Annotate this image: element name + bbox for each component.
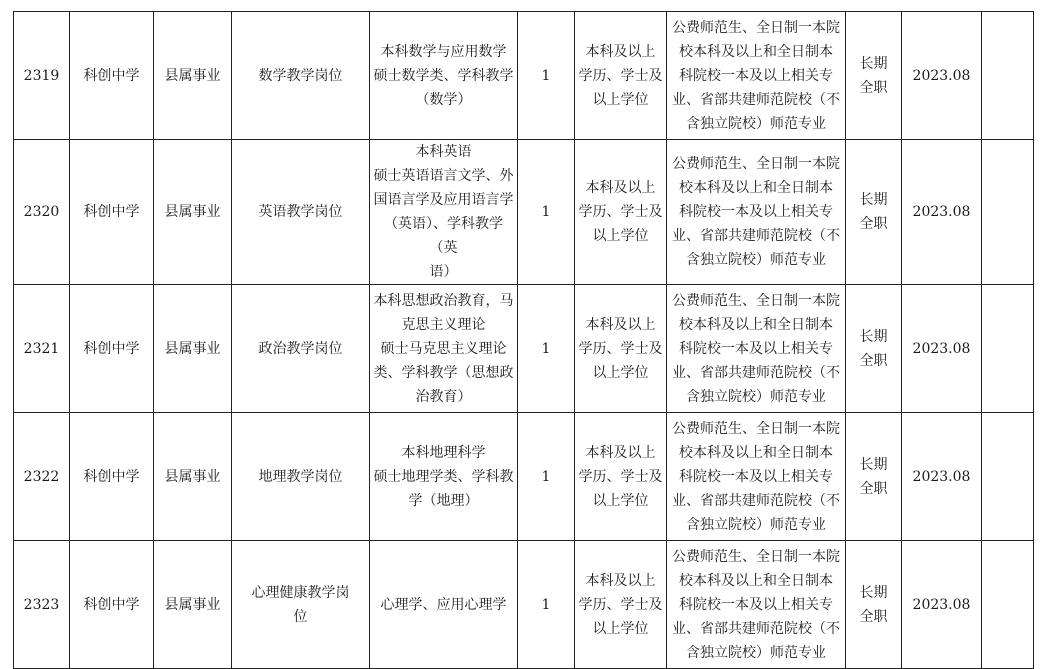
major-requirement: 心理学、应用心理学	[370, 541, 518, 669]
employment-form: 长期 全职	[846, 541, 902, 669]
position-code: 2323	[14, 541, 70, 669]
school-name: 科创中学	[70, 413, 154, 541]
start-date: 2023.08	[902, 541, 982, 669]
major-requirement: 本科思想政治教育，马 克思主义理论 硕士马克思主义理论 类、学科教学（思想政 治教育）	[370, 285, 518, 413]
education-requirement: 本科及以上 学历、学士及 以上学位	[575, 140, 667, 285]
start-date: 2023.08	[902, 12, 982, 140]
table-row	[14, 413, 1034, 541]
recruit-count: 1	[518, 12, 575, 140]
other-requirement: 公费师范生、全日制一本院 校本科及以上和全日制本 科院校一本及以上相关专 业、省部共建师范院校（不 含独立院校）师范专业	[667, 12, 846, 140]
other-requirement: 公费师范生、全日制一本院 校本科及以上和全日制本 科院校一本及以上相关专 业、省部共建师范院校（不 含独立院校）师范专业	[667, 541, 846, 669]
recruitment-table	[13, 11, 1034, 669]
unit-type: 县属事业	[154, 541, 232, 669]
note-cell	[982, 285, 1034, 413]
recruit-count: 1	[518, 140, 575, 285]
major-requirement: 本科英语 硕士英语语言文学、外 国语言学及应用语言学 （英语）、学科教学（英 语）	[370, 140, 518, 285]
note-cell	[982, 12, 1034, 140]
position-code: 2320	[14, 140, 70, 285]
education-requirement: 本科及以上 学历、学士及 以上学位	[575, 541, 667, 669]
other-requirement: 公费师范生、全日制一本院 校本科及以上和全日制本 科院校一本及以上相关专 业、省部共建师范院校（不 含独立院校）师范专业	[667, 413, 846, 541]
position-name: 政治教学岗位	[232, 285, 370, 413]
employment-form: 长期 全职	[846, 413, 902, 541]
position-name: 心理健康教学岗 位	[232, 541, 370, 669]
other-requirement: 公费师范生、全日制一本院 校本科及以上和全日制本 科院校一本及以上相关专 业、省部共建师范院校（不 含独立院校）师范专业	[667, 285, 846, 413]
note-cell	[982, 541, 1034, 669]
table-row	[14, 285, 1034, 413]
other-requirement: 公费师范生、全日制一本院 校本科及以上和全日制本 科院校一本及以上相关专 业、省部共建师范院校（不 含独立院校）师范专业	[667, 140, 846, 285]
position-name: 数学教学岗位	[232, 12, 370, 140]
unit-type: 县属事业	[154, 140, 232, 285]
unit-type: 县属事业	[154, 413, 232, 541]
education-requirement: 本科及以上 学历、学士及 以上学位	[575, 413, 667, 541]
note-cell	[982, 140, 1034, 285]
table-body	[14, 12, 1034, 669]
table-row	[14, 541, 1034, 669]
recruit-count: 1	[518, 541, 575, 669]
recruit-count: 1	[518, 285, 575, 413]
start-date: 2023.08	[902, 140, 982, 285]
school-name: 科创中学	[70, 541, 154, 669]
position-name: 英语教学岗位	[232, 140, 370, 285]
start-date: 2023.08	[902, 285, 982, 413]
position-code: 2322	[14, 413, 70, 541]
table-row	[14, 12, 1034, 140]
employment-form: 长期 全职	[846, 12, 902, 140]
unit-type: 县属事业	[154, 285, 232, 413]
education-requirement: 本科及以上 学历、学士及 以上学位	[575, 285, 667, 413]
position-name: 地理教学岗位	[232, 413, 370, 541]
employment-form: 长期 全职	[846, 140, 902, 285]
position-code: 2321	[14, 285, 70, 413]
school-name: 科创中学	[70, 285, 154, 413]
start-date: 2023.08	[902, 413, 982, 541]
recruit-count: 1	[518, 413, 575, 541]
note-cell	[982, 413, 1034, 541]
education-requirement: 本科及以上 学历、学士及 以上学位	[575, 12, 667, 140]
position-code: 2319	[14, 12, 70, 140]
unit-type: 县属事业	[154, 12, 232, 140]
major-requirement: 本科地理科学 硕士地理学类、学科教 学（地理）	[370, 413, 518, 541]
table-row	[14, 140, 1034, 285]
major-requirement: 本科数学与应用数学 硕士数学类、学科教学 （数学）	[370, 12, 518, 140]
school-name: 科创中学	[70, 12, 154, 140]
employment-form: 长期 全职	[846, 285, 902, 413]
school-name: 科创中学	[70, 140, 154, 285]
